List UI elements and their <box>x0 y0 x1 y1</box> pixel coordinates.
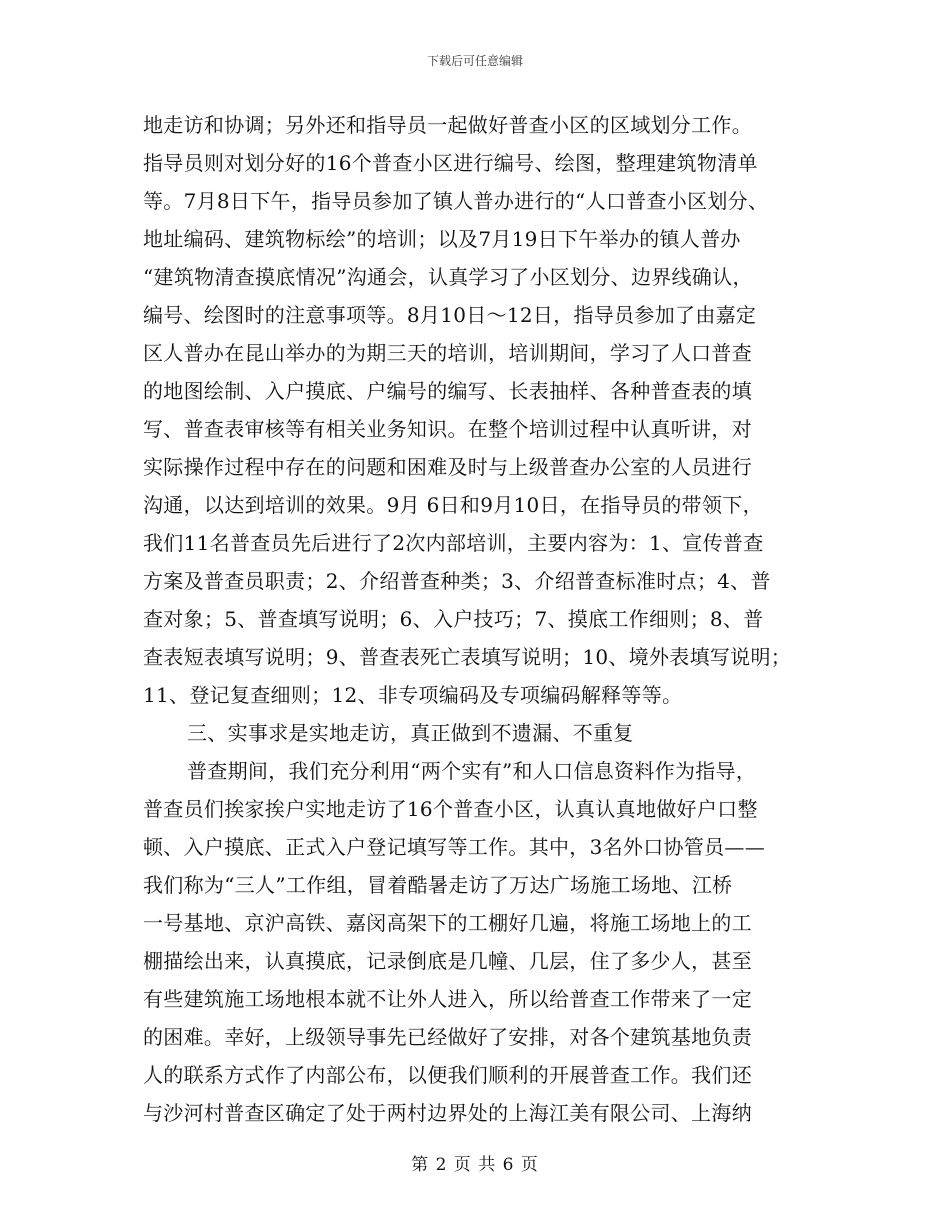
text-line: 指导员则对划分好的16个普查小区进行编号、绘图，整理建筑物清单 <box>143 151 758 175</box>
text-line: 区人普办在昆山举办的为期三天的培训，培训期间，学习了人口普查 <box>143 341 752 365</box>
page-header: 下载后可任意编辑 <box>426 54 523 68</box>
text-line: 等。7月8日下午，指导员参加了镇人普办进行的“人口普查小区划分、 <box>143 189 769 213</box>
text-line: 我们称为“三人”工作组，冒着酷暑走访了万达广场施工场地、江桥 <box>143 873 733 897</box>
text-line: 的困难。幸好，上级领导事先已经做好了安排，对各个建筑基地负责 <box>143 1025 752 1049</box>
text-line: 11、登记复查细则；12、非专项编码及专项编码解释等等。 <box>143 683 683 707</box>
paragraph-start-line: 普查期间，我们充分利用“两个实有”和人口信息资料作为指导， <box>187 759 757 783</box>
text-line: 的地图绘制、入户摸底、户编号的编写、长表抽样、各种普查表的填 <box>143 379 752 403</box>
text-line: 地走访和协调；另外还和指导员一起做好普查小区的区域划分工作。 <box>143 113 752 137</box>
text-line: 写、普查表审核等有相关业务知识。在整个培训过程中认真听讲，对 <box>143 417 752 441</box>
text-line: 地址编码、建筑物标绘”的培训；以及7月19日下午举办的镇人普办 <box>143 227 741 251</box>
text-line: 一号基地、京沪高铁、嘉闵高架下的工棚好几遍，将施工场地上的工 <box>143 911 752 935</box>
text-line: 方案及普查员职责；2、介绍普查种类；3、介绍普查标准时点；4、普 <box>143 569 771 593</box>
text-line: 编号、绘图时的注意事项等。8月10日～12日，指导员参加了由嘉定 <box>143 303 757 327</box>
text-line: 普查员们挨家挨户实地走访了16个普查小区，认真认真地做好户口整 <box>143 797 758 821</box>
text-line: 我们11名普查员先后进行了2次内部培训，主要内容为：1、宣传普查 <box>143 531 764 555</box>
text-line: 查对象；5、普查填写说明；6、入户技巧；7、摸底工作细则；8、普 <box>143 607 764 631</box>
text-line: 棚描绘出来，认真摸底，记录倒底是几幢、几层，住了多少人，甚至 <box>143 949 752 973</box>
section-heading: 三、实事求是实地走访，真正做到不遗漏、不重复 <box>187 721 634 745</box>
text-line: 有些建筑施工场地根本就不让外人进入，所以给普查工作带来了一定 <box>143 987 752 1011</box>
text-line: 人的联系方式作了内部公布，以便我们顺利的开展普查工作。我们还 <box>143 1063 752 1087</box>
text-line: 实际操作过程中存在的问题和困难及时与上级普查办公室的人员进行 <box>143 455 752 479</box>
text-line: 查表短表填写说明；9、普查表死亡表填写说明；10、境外表填写说明； <box>143 645 792 669</box>
text-line: 沟通，以达到培训的效果。9月 6日和9月10日，在指导员的带领下， <box>143 493 763 517</box>
text-line: “建筑物清查摸底情况”沟通会，认真学习了小区划分、边界线确认， <box>143 265 753 289</box>
text-line: 与沙河村普查区确定了处于两村边界处的上海江美有限公司、上海纳 <box>143 1101 752 1125</box>
document-body <box>143 106 833 1132</box>
text-line: 顿、入户摸底、正式入户登记填写等工作。其中，3名外口协管员—— <box>143 835 766 859</box>
page-footer: 第 2 页 共 6 页 <box>411 1155 539 1175</box>
